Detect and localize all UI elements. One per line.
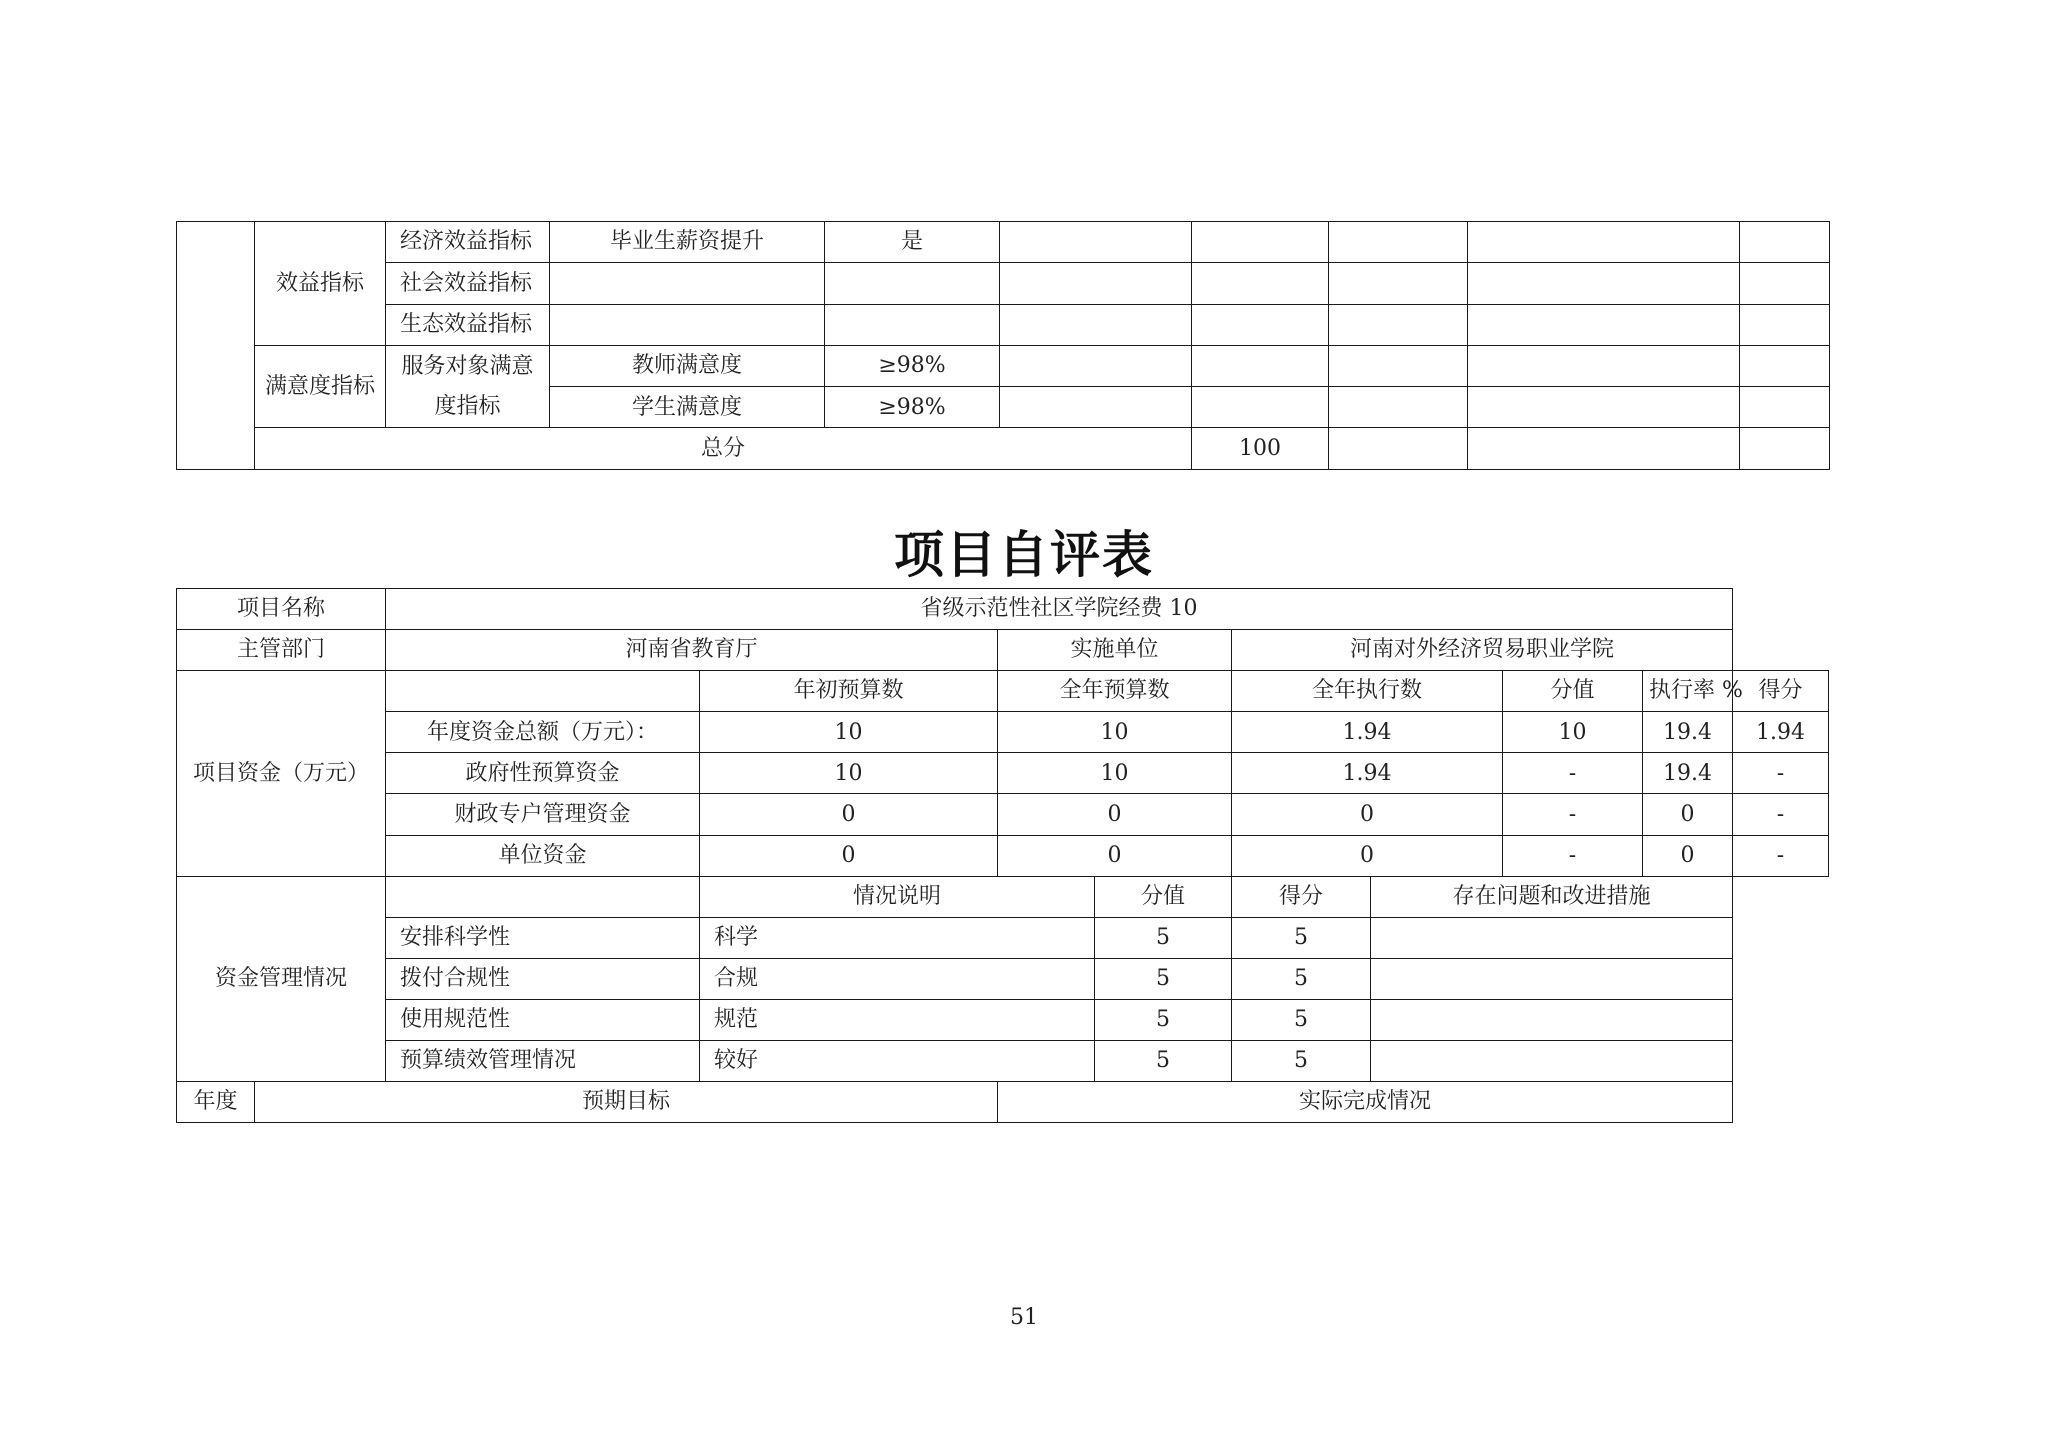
self-evaluation-table bbox=[176, 588, 1829, 1123]
eco-benefit-label: 生态效益指标 bbox=[386, 304, 550, 345]
benefit-indicator-group: 效益指标 bbox=[255, 222, 386, 346]
table-row bbox=[177, 345, 1830, 386]
funds-cell: 0 bbox=[1232, 794, 1503, 835]
implementing-unit-value: 河南对外经济贸易职业学院 bbox=[1232, 630, 1733, 671]
management-desc: 科学 bbox=[700, 917, 1095, 958]
table-row bbox=[177, 876, 1829, 917]
expected-target-label: 预期目标 bbox=[255, 1082, 998, 1123]
department-label: 主管部门 bbox=[177, 630, 386, 671]
social-benefit-label: 社会效益指标 bbox=[386, 263, 550, 304]
table-row bbox=[177, 753, 1829, 794]
table-row bbox=[177, 1082, 1829, 1123]
service-satisfaction-label: 服务对象满意度指标 bbox=[386, 345, 550, 428]
total-score-value: 100 bbox=[1192, 428, 1329, 469]
table-row bbox=[177, 794, 1829, 835]
page-title: 项目自评表 bbox=[894, 526, 1154, 584]
funds-header: 分值 bbox=[1503, 671, 1643, 712]
management-header: 得分 bbox=[1232, 876, 1371, 917]
funds-header: 得分 bbox=[1733, 671, 1829, 712]
funds-cell: 0 bbox=[1643, 794, 1733, 835]
economic-benefit-value: 是 bbox=[825, 222, 1000, 263]
management-score: 5 bbox=[1095, 917, 1232, 958]
management-got: 5 bbox=[1232, 958, 1371, 999]
satisfaction-indicator-group: 满意度指标 bbox=[255, 345, 386, 428]
teacher-satisfaction-item: 教师满意度 bbox=[550, 345, 825, 386]
teacher-satisfaction-value: ≥98% bbox=[825, 345, 1000, 386]
funds-cell: 0 bbox=[700, 835, 998, 876]
year-label: 年度 bbox=[177, 1082, 255, 1123]
management-got: 5 bbox=[1232, 1041, 1371, 1082]
student-satisfaction-value: ≥98% bbox=[825, 387, 1000, 428]
management-row-label: 使用规范性 bbox=[386, 999, 700, 1040]
performance-indicator-table bbox=[176, 221, 1830, 470]
table-row bbox=[177, 958, 1829, 999]
total-score-label: 总分 bbox=[255, 428, 1192, 469]
table-row bbox=[177, 222, 1830, 263]
funds-cell: 10 bbox=[1503, 712, 1643, 753]
management-header: 分值 bbox=[1095, 876, 1232, 917]
blank-cell bbox=[177, 222, 255, 470]
funds-cell: 0 bbox=[998, 835, 1232, 876]
funds-cell: - bbox=[1733, 835, 1829, 876]
table-row bbox=[177, 428, 1830, 469]
table-row bbox=[177, 304, 1830, 345]
funds-cell: 10 bbox=[998, 753, 1232, 794]
funds-cell: 19.4 bbox=[1643, 712, 1733, 753]
funds-management-label: 资金管理情况 bbox=[177, 876, 386, 1081]
funds-header: 全年预算数 bbox=[998, 671, 1232, 712]
management-issue bbox=[1371, 958, 1733, 999]
funds-cell: 0 bbox=[700, 794, 998, 835]
funds-header: 执行率 % bbox=[1643, 671, 1733, 712]
implementing-unit-label: 实施单位 bbox=[998, 630, 1232, 671]
funds-row-label: 单位资金 bbox=[386, 835, 700, 876]
funds-cell: - bbox=[1503, 794, 1643, 835]
funds-cell: 1.94 bbox=[1232, 753, 1503, 794]
table-row bbox=[177, 999, 1829, 1040]
funds-row-label: 年度资金总额（万元）： bbox=[386, 712, 700, 753]
funds-cell: - bbox=[1733, 753, 1829, 794]
funds-cell: - bbox=[1733, 794, 1829, 835]
funds-header: 年初预算数 bbox=[700, 671, 998, 712]
management-row-label: 拨付合规性 bbox=[386, 958, 700, 999]
funds-row-label: 财政专户管理资金 bbox=[386, 794, 700, 835]
management-row-label: 预算绩效管理情况 bbox=[386, 1041, 700, 1082]
funds-cell: 1.94 bbox=[1733, 712, 1829, 753]
management-desc: 合规 bbox=[700, 958, 1095, 999]
project-name-label: 项目名称 bbox=[177, 589, 386, 630]
economic-benefit-item: 毕业生薪资提升 bbox=[550, 222, 825, 263]
project-name-value: 省级示范性社区学院经费 10 bbox=[386, 589, 1733, 630]
funds-cell: 0 bbox=[1643, 835, 1733, 876]
funds-cell: - bbox=[1503, 835, 1643, 876]
table-row bbox=[177, 263, 1830, 304]
funds-row-label: 政府性预算资金 bbox=[386, 753, 700, 794]
management-header: 存在问题和改进措施 bbox=[1371, 876, 1733, 917]
actual-completion-label: 实际完成情况 bbox=[998, 1082, 1733, 1123]
management-desc: 规范 bbox=[700, 999, 1095, 1040]
economic-benefit-label: 经济效益指标 bbox=[386, 222, 550, 263]
management-header: 情况说明 bbox=[700, 876, 1095, 917]
table-row bbox=[177, 630, 1829, 671]
management-score: 5 bbox=[1095, 958, 1232, 999]
management-row-label: 安排科学性 bbox=[386, 917, 700, 958]
management-got: 5 bbox=[1232, 917, 1371, 958]
table-row bbox=[177, 712, 1829, 753]
funds-cell: 19.4 bbox=[1643, 753, 1733, 794]
funds-cell: 0 bbox=[1232, 835, 1503, 876]
student-satisfaction-item: 学生满意度 bbox=[550, 387, 825, 428]
table-row bbox=[177, 671, 1829, 712]
management-score: 5 bbox=[1095, 1041, 1232, 1082]
funds-cell: - bbox=[1503, 753, 1643, 794]
table-row bbox=[177, 917, 1829, 958]
table-row bbox=[177, 589, 1829, 630]
funds-cell: 10 bbox=[700, 712, 998, 753]
management-issue bbox=[1371, 999, 1733, 1040]
management-issue bbox=[1371, 917, 1733, 958]
funds-cell: 10 bbox=[998, 712, 1232, 753]
management-desc: 较好 bbox=[700, 1041, 1095, 1082]
table-row bbox=[177, 835, 1829, 876]
table-row bbox=[177, 1041, 1829, 1082]
management-score: 5 bbox=[1095, 999, 1232, 1040]
project-funds-label: 项目资金（万元） bbox=[177, 671, 386, 876]
page-number: 51 bbox=[1010, 1305, 1038, 1330]
department-value: 河南省教育厅 bbox=[386, 630, 998, 671]
funds-header: 全年执行数 bbox=[1232, 671, 1503, 712]
management-got: 5 bbox=[1232, 999, 1371, 1040]
funds-cell: 0 bbox=[998, 794, 1232, 835]
funds-cell: 1.94 bbox=[1232, 712, 1503, 753]
funds-cell: 10 bbox=[700, 753, 998, 794]
management-issue bbox=[1371, 1041, 1733, 1082]
